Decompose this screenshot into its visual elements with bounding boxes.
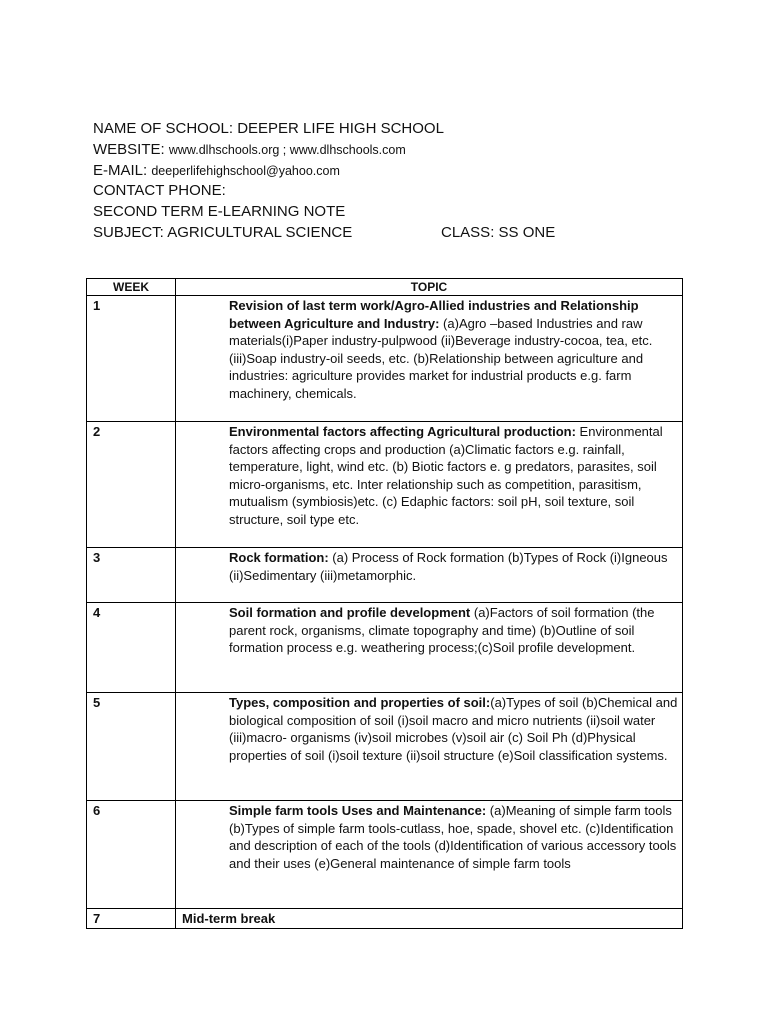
topic-title: Revision of last term work/Agro-Allied industries and Relationship between Agriculture and Industry: [229, 298, 639, 331]
topic-cell [176, 909, 683, 929]
school-label: NAME OF SCHOOL: [93, 120, 234, 137]
week-number: 2 [87, 422, 176, 548]
topic-title: Soil formation and profile development [229, 605, 471, 620]
table-row [87, 422, 683, 548]
class-label: CLASS: [441, 223, 495, 241]
topic-body: (a) Process of Rock formation (b)Types of Rock (i)Igneous (ii)Sedimentary (iii)metamorphic. [229, 550, 668, 583]
class-info [441, 223, 555, 244]
table-row [87, 693, 683, 801]
topic-title: Types, composition and properties of soil: [229, 695, 491, 710]
subject-label: SUBJECT: [93, 223, 164, 241]
week-number: 7 [87, 909, 176, 929]
week-number: 6 [87, 801, 176, 909]
email-label: E-MAIL: [93, 161, 148, 179]
topic-title: Rock formation: [229, 550, 329, 565]
table-row [87, 801, 683, 909]
table-row [87, 909, 683, 929]
table-header-row [87, 279, 683, 296]
subject-line [93, 223, 693, 244]
table-row [87, 603, 683, 693]
table-row [87, 548, 683, 603]
document-header [93, 119, 693, 244]
topic-body: (a)Factors of soil formation (the parent rock, organisms, climate topography and time) (b)Outline of soil formation process e.g. weathering process;(c)Soil profile development. [229, 605, 655, 656]
week-number: 1 [87, 296, 176, 422]
subject-value: AGRICULTURAL SCIENCE [167, 223, 353, 241]
topic-body: (a)Types of soil (b)Chemical and biological composition of soil (i)soil macro and micro nutrients (ii)soil water (iii)macro- organisms (iv)soil microbes (v)soil air (c) Soil Ph (d)Physical properties of soil (i)soil texture (ii)soil structure (e)Soil classification systems. [229, 695, 678, 763]
email-line [93, 161, 693, 182]
topic-title: Environmental factors affecting Agricultural production: [229, 424, 576, 439]
phone-label: CONTACT PHONE: [93, 182, 226, 200]
topic-cell [176, 548, 683, 603]
website-line [93, 140, 693, 161]
topic-cell [176, 693, 683, 801]
topic-cell [176, 422, 683, 548]
term-note: SECOND TERM E-LEARNING NOTE [93, 203, 346, 221]
topic-title: Mid-term break [182, 911, 276, 926]
table-row [87, 296, 683, 422]
week-number: 4 [87, 603, 176, 693]
week-number: 3 [87, 548, 176, 603]
school-name: DEEPER LIFE HIGH SCHOOL [237, 120, 444, 137]
topic-body: (a)Agro –based Industries and raw materials(i)Paper industry-pulpwood (ii)Beverage industry-cocoa, tea, etc. (iii)Soap industry-oil seeds, etc. (b)Relationship between agriculture and industries: agriculture provides market for industrial products e.g. farm machinery, chemicals. [229, 315, 653, 401]
website-value: www.dlhschools.org ; www.dlhschools.com [168, 142, 406, 157]
topic-cell [176, 296, 683, 422]
week-number: 5 [87, 693, 176, 801]
class-value: SS ONE [498, 223, 556, 241]
scheme-of-work-table [86, 278, 683, 929]
topic-cell [176, 603, 683, 693]
school-line [93, 119, 693, 140]
topic-body: Environmental factors affecting crops and production (a)Climatic factors e.g. rainfall, temperature, light, wind etc. (b) Biotic factors e. g predators, parasites, soil micro-organisms, etc. Inter relationship such as competition, parasitism, mutualism (symbiosis)etc. (c) Edaphic factors: soil pH, soil texture, soil structure, soil type etc. [229, 424, 663, 527]
topic-cell [176, 801, 683, 909]
term-note-line [93, 202, 693, 223]
phone-line [93, 181, 693, 202]
email-value: deeperlifehighschool@yahoo.com [151, 163, 340, 178]
topic-body: (a)Meaning of simple farm tools (b)Types of simple farm tools-cutlass, hoe, spade, shovel etc. (c)Identification and description of each of the tools (d)Identification of various accessory tools and their uses (e)General maintenance of simple farm tools [229, 803, 677, 871]
week-column-header: WEEK [87, 279, 176, 296]
topic-title: Simple farm tools Uses and Maintenance: [229, 803, 487, 818]
website-label: WEBSITE: [93, 140, 165, 158]
topic-column-header: TOPIC [176, 279, 683, 296]
